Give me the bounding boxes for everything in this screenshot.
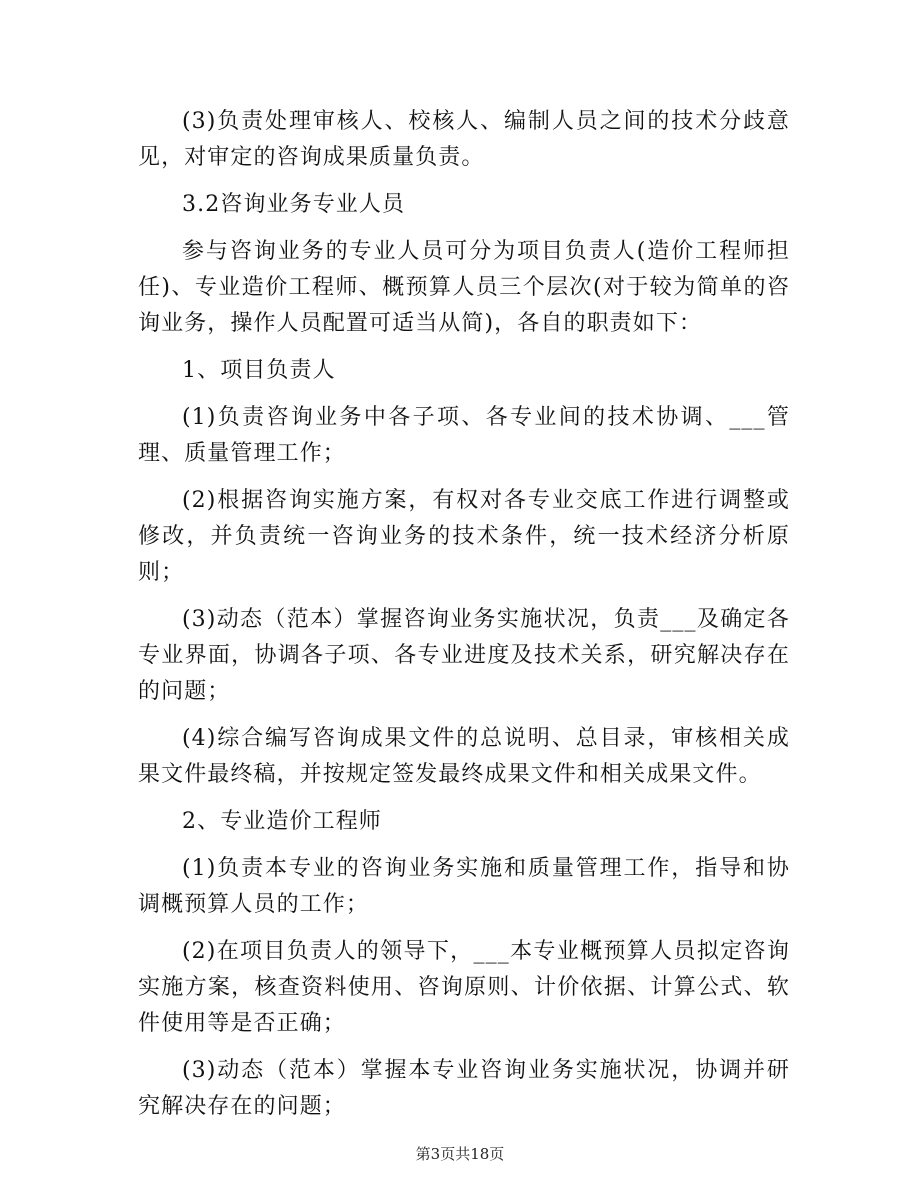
subsection-heading: 2、专业造价工程师 [182,809,382,834]
paragraph: (3)负责处理审核人、校核人、编制人员之间的技术分歧意见，对审定的咨询成果质量负责。 [138,109,790,170]
paragraph: (3)动态（范本）掌握咨询业务实施状况，负责___及确定各专业界面，协调各子项、各专业进度及技术关系，研究解决存在的问题； [138,607,790,704]
paragraph: (1)负责咨询业务中各子项、各专业间的技术协调、___管理、质量管理工作； [138,405,790,466]
paragraph: (1)负责本专业的咨询业务实施和质量管理工作，指导和协调概预算人员的工作； [138,856,790,917]
document-body [138,104,790,1125]
paragraph: (2)在项目负责人的领导下，___本专业概预算人员拟定咨询实施方案，核查资料使用、咨询原则、计价依据、计算公式、软件使用等是否正确； [138,939,790,1036]
paragraph: (4)综合编写咨询成果文件的总说明、总目录，审核相关成果文件最终稿，并按规定签发最终成果文件和相关成果文件。 [138,726,790,787]
paragraph: (3)动态（范本）掌握本专业咨询业务实施状况，协调并研究解决存在的问题； [138,1058,790,1119]
paragraph: 参与咨询业务的专业人员可分为项目负责人(造价工程师担任)、专业造价工程师、概预算人员三个层次(对于较为简单的咨询业务，操作人员配置可适当从简)，各自的职责如下： [138,239,790,336]
section-heading: 3.2咨询业务专业人员 [182,192,406,217]
paragraph: (2)根据咨询实施方案，有权对各专业交底工作进行调整或修改，并负责统一咨询业务的技术条件，统一技术经济分析原则； [138,488,790,585]
page-number: 第3页共18页 [415,1145,505,1163]
subsection-heading: 1、项目负责人 [182,358,336,383]
